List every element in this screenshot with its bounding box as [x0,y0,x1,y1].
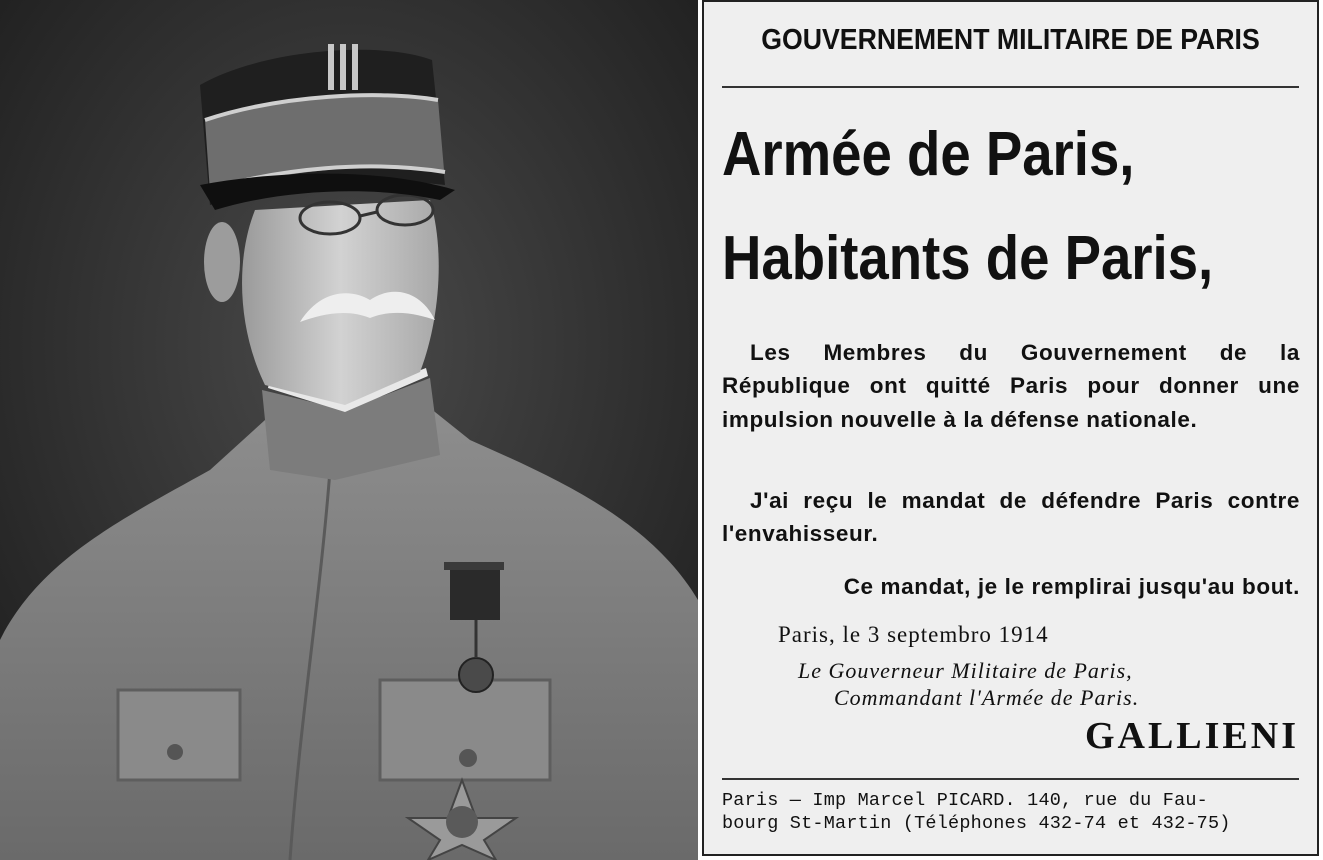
footer-rule [722,778,1299,780]
proclamation-poster [702,0,1319,856]
headline-line-2: Habitants de Paris, [722,224,1214,293]
signature-title-1: Le Gouverneur Militaire de Paris, [798,658,1133,683]
header-rule [722,86,1299,88]
signature-name: GALLIENI [1084,715,1299,757]
poster-date: Paris, le 3 septembro 1914 [778,622,1049,647]
poster-header: GOUVERNEMENT MILITAIRE DE PARIS [761,24,1260,56]
headline-line-1: Armée de Paris, [722,120,1135,189]
paragraph-2: J'ai reçu le mandat de défendre Paris contre l'envahisseur. [722,488,1300,547]
signature-title-2: Commandant l'Armée de Paris. [834,685,1140,710]
printer-line-1: Paris — Imp Marcel PICARD. 140, rue du Fau- [722,790,1208,811]
paragraph-3: Ce mandat, je le remplirai jusqu'au bout. [843,574,1300,599]
paragraph-1: Les Membres du Gouvernement de la République ont quitté Paris pour donner une impulsion nouvelle à la défense nationale. [722,340,1300,432]
printer-line-2: bourg St-Martin (Téléphones 432-74 et 432-75) [722,812,1231,834]
printer-imprint [722,790,1302,835]
